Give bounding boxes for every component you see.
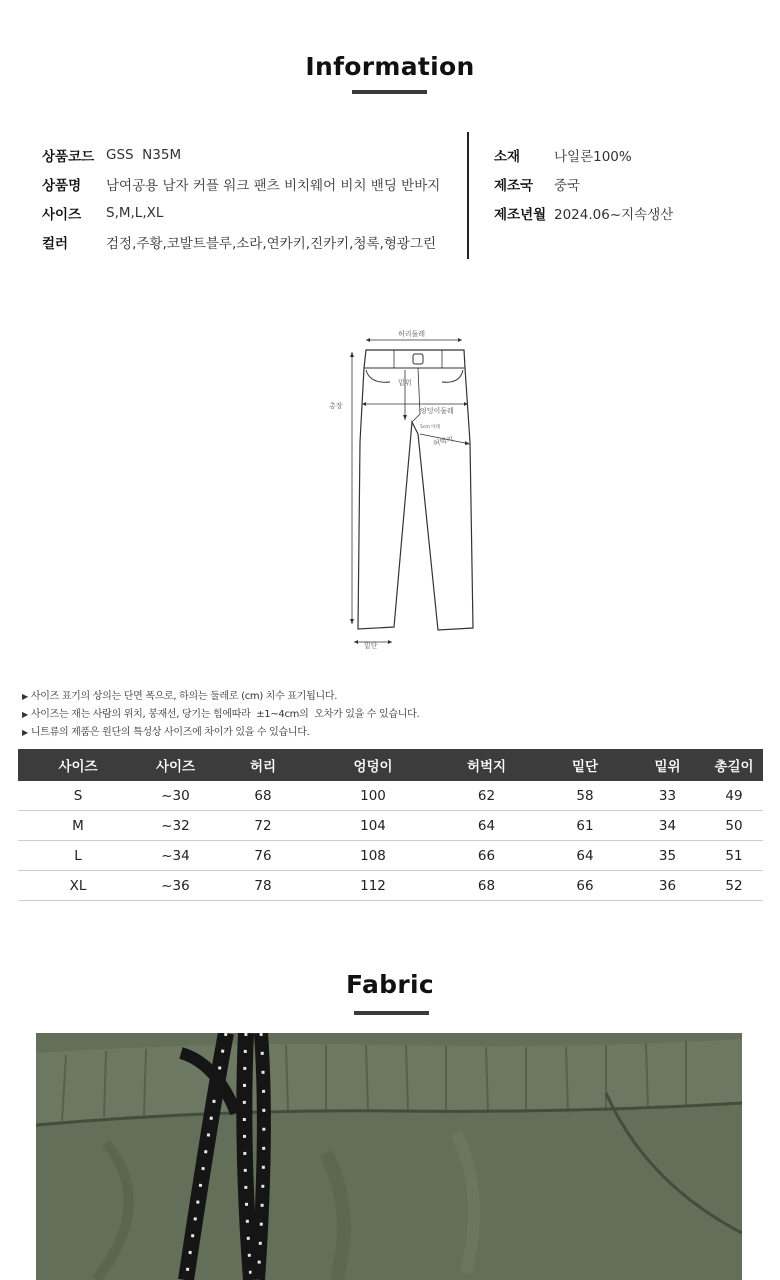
info-row-size (42, 198, 440, 227)
table-cell: 62 (433, 781, 540, 811)
arrowhead (350, 352, 354, 357)
column-header: 사이즈 (18, 749, 138, 781)
button-icon (413, 354, 423, 364)
table-cell: 36 (630, 871, 705, 901)
info-value: 남여공용 남자 커플 워크 팬츠 비치웨어 비치 밴딩 반바지 (106, 177, 441, 194)
info-row-name (42, 169, 440, 198)
table-cell: 108 (313, 841, 433, 871)
note-text: 사이즈는 재는 사람의 위치, 봉재선, 당기는 힘에따라 ±1~4cm의 오차가 있을 수 있습니다. (30, 709, 420, 720)
fabric-title: Fabric (346, 970, 434, 999)
column-header: 사이즈 (138, 749, 213, 781)
table-cell: M (18, 811, 138, 841)
bullet-arrow-icon: ▶ (22, 728, 28, 737)
table-row (18, 841, 763, 871)
table-cell: 78 (213, 871, 313, 901)
column-header: 엉덩이 (313, 749, 433, 781)
size-notes (22, 688, 419, 742)
info-row-date (494, 198, 673, 227)
info-row-country (494, 169, 673, 198)
information-title-underline (352, 90, 427, 94)
note-text: 니트류의 제품은 원단의 특성상 사이즈에 차이가 있을 수 있습니다. (30, 727, 310, 738)
arrowhead (366, 338, 370, 342)
table-cell: 72 (213, 811, 313, 841)
info-value: 2024.06~지속생산 (554, 206, 674, 223)
info-value: 중국 (554, 177, 581, 194)
column-header: 허리 (213, 749, 313, 781)
info-value: S,M,L,XL (106, 204, 164, 221)
info-row-material (494, 140, 673, 169)
hem-label: 밑단 (364, 642, 378, 650)
table-cell: 64 (540, 841, 630, 871)
arrowhead (458, 338, 462, 342)
info-value: GSS N35M (106, 146, 182, 163)
size-table (18, 749, 763, 901)
info-value: 나일론100% (554, 148, 632, 165)
info-label: 제조국 (494, 177, 534, 194)
column-header: 밑위 (630, 749, 705, 781)
pants-measurement-diagram (320, 322, 500, 654)
product-info-left (42, 140, 440, 256)
table-cell: 64 (433, 811, 540, 841)
length-label: 총장 (329, 402, 343, 410)
arrowhead (350, 619, 354, 624)
column-header: 밑단 (540, 749, 630, 781)
table-cell: 66 (540, 871, 630, 901)
table-cell: 104 (313, 811, 433, 841)
table-row (18, 871, 763, 901)
table-cell: 68 (213, 781, 313, 811)
arrowhead (388, 640, 392, 644)
table-cell: 76 (213, 841, 313, 871)
table-cell: ~32 (138, 811, 213, 841)
table-cell: 61 (540, 811, 630, 841)
info-row-color (42, 227, 440, 256)
hip-note-label: 5cm 아래 (420, 425, 440, 430)
info-value: 검정,주황,코발트블루,소라,연카키,진카키,청록,형광그린 (106, 235, 436, 252)
table-cell: 58 (540, 781, 630, 811)
table-cell: XL (18, 871, 138, 901)
column-header: 허벅지 (433, 749, 540, 781)
rise-label: 밑위 (398, 379, 412, 387)
arrowhead (354, 640, 358, 644)
fabric-title-underline (354, 1011, 429, 1015)
table-cell: ~30 (138, 781, 213, 811)
table-cell: 33 (630, 781, 705, 811)
info-divider (467, 132, 469, 259)
bullet-arrow-icon: ▶ (22, 710, 28, 719)
column-header: 총길이 (705, 749, 763, 781)
table-cell: 51 (705, 841, 763, 871)
drawstring-cord (244, 1033, 251, 1280)
table-cell: 112 (313, 871, 433, 901)
note-line (22, 706, 419, 724)
hip-label: 엉덩이둘레 (420, 407, 454, 415)
table-cell: 66 (433, 841, 540, 871)
pants-outline (358, 350, 473, 630)
bullet-arrow-icon: ▶ (22, 692, 28, 701)
fabric-photo (36, 1033, 742, 1280)
info-label: 컬러 (42, 235, 69, 252)
info-label: 제조년월 (494, 206, 547, 223)
table-cell: 49 (705, 781, 763, 811)
fabric-photo-svg (36, 1033, 742, 1280)
product-info-right (494, 140, 673, 227)
table-header-row (18, 749, 763, 781)
table-cell: L (18, 841, 138, 871)
table-cell: ~34 (138, 841, 213, 871)
thigh-label: 허벅지 (432, 435, 455, 448)
table-row (18, 781, 763, 811)
table-cell: S (18, 781, 138, 811)
note-text: 사이즈 표기의 상의는 단면 폭으로, 하의는 둘레로 (cm) 치수 표기됩니다. (30, 691, 338, 702)
table-cell: ~36 (138, 871, 213, 901)
info-label: 소재 (494, 148, 521, 165)
table-cell: 68 (433, 871, 540, 901)
table-cell: 35 (630, 841, 705, 871)
note-line (22, 724, 419, 742)
information-title: Information (305, 52, 475, 81)
pants-diagram-svg (320, 322, 500, 654)
table-row (18, 811, 763, 841)
table-cell: 52 (705, 871, 763, 901)
info-label: 상품코드 (42, 148, 95, 165)
info-label: 사이즈 (42, 206, 82, 223)
table-cell: 100 (313, 781, 433, 811)
info-row-code (42, 140, 440, 169)
table-cell: 50 (705, 811, 763, 841)
waist-label: 허리둘레 (398, 330, 426, 338)
info-label: 상품명 (42, 177, 82, 194)
table-cell: 34 (630, 811, 705, 841)
note-line (22, 688, 419, 706)
